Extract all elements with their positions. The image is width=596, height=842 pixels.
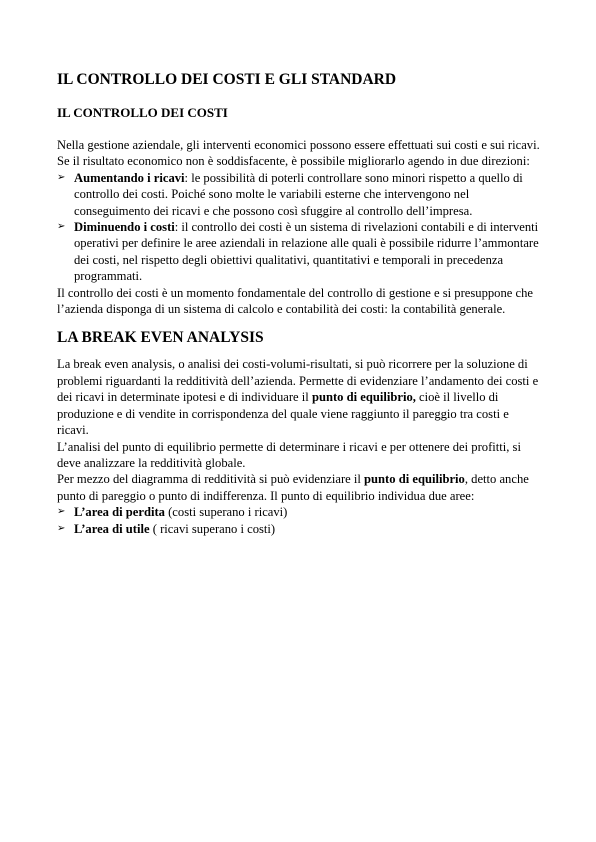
arrow-bullet-icon: ➢ xyxy=(57,506,66,518)
paragraph: Nella gestione aziendale, gli interventi economici possono essere effettuati sui costi e sui ricavi. xyxy=(57,138,540,152)
list-item-bold: Diminuendo i costi xyxy=(74,220,175,235)
paragraph: L’analisi del punto di equilibrio permette di determinare i ricavi e per ottenere dei profitti, si deve analizzare la redditività globale. xyxy=(57,439,521,470)
list-item-bold: L’area di perdita xyxy=(74,505,165,520)
list-item xyxy=(57,504,543,520)
bullet-list-directions xyxy=(57,170,543,285)
text-run: , detto anche punto di pareggio o punto di indifferenza. Il punto di equilibrio individua due aree: xyxy=(57,472,529,503)
bullet-list-areas xyxy=(57,504,543,537)
text-run: Per mezzo del diagramma di redditività si può evidenziare il xyxy=(57,472,365,487)
arrow-bullet-icon: ➢ xyxy=(57,522,66,534)
arrow-bullet-icon: ➢ xyxy=(57,171,66,183)
bold-term: punto di equilibrio xyxy=(364,472,465,487)
list-item-bold: Aumentando i ricavi xyxy=(74,170,185,185)
bold-term: punto di equilibrio, xyxy=(311,390,416,405)
list-item xyxy=(57,521,543,537)
section-heading-break-even: LA BREAK EVEN ANALYSIS xyxy=(57,329,264,347)
arrow-bullet-icon: ➢ xyxy=(57,221,66,233)
paragraph: Il controllo dei costi è un momento fondamentale del controllo di gestione e si presuppone che l’azienda disponga di un sistema di calcolo e contabilità dei costi: la contabilità generale. xyxy=(57,285,533,317)
list-item-text: (costi superano i ricavi) xyxy=(164,505,288,520)
list-item xyxy=(57,170,543,219)
section-heading-controllo: IL CONTROLLO DEI COSTI xyxy=(57,105,228,120)
text-run: La break even analysis, o analisi dei costi-volumi-risultati, si può ricorrere per la soluzione di problemi riguardanti la redditività dell’azienda. Permette di evidenziare l’andamento dei costi e dei ricavi in determinate ipotesi e di individuare il xyxy=(57,357,539,405)
list-item-text: ( ricavi superano i costi) xyxy=(149,521,276,536)
list-item-bold: L’area di utile xyxy=(74,521,150,536)
list-item xyxy=(57,219,543,285)
paragraph xyxy=(57,356,543,438)
paragraph: Se il risultato economico non è soddisfacente, è possibile migliorarlo agendo in due direzioni: xyxy=(57,154,530,169)
paragraph xyxy=(57,471,543,504)
text-run: cioè il livello di produzione e di vendite in corrispondenza del quale viene raggiunto il pareggio tra costi e ricavi. xyxy=(57,390,509,438)
list-item-text: : il controllo dei costi è un sistema di rivelazioni contabili e di interventi operativi per definire le aree aziendali in relazione alle quali è possibile ridurre l’ammontare dei costi, nel rispetto degli obiettivi qualitativi, quantitativi e temporali in precedenza programmati. xyxy=(74,220,539,284)
document-title: IL CONTROLLO DEI COSTI E GLI STANDARD xyxy=(57,71,397,88)
document-content xyxy=(57,70,543,537)
list-item-text: : le possibilità di poterli controllare sono minori rispetto a quello di controllo dei costi. Poiché sono molte le variabili esterne che intervengono nel conseguimento dei ricavi e che possono così sfuggire al controllo dell’impresa. xyxy=(74,170,523,218)
